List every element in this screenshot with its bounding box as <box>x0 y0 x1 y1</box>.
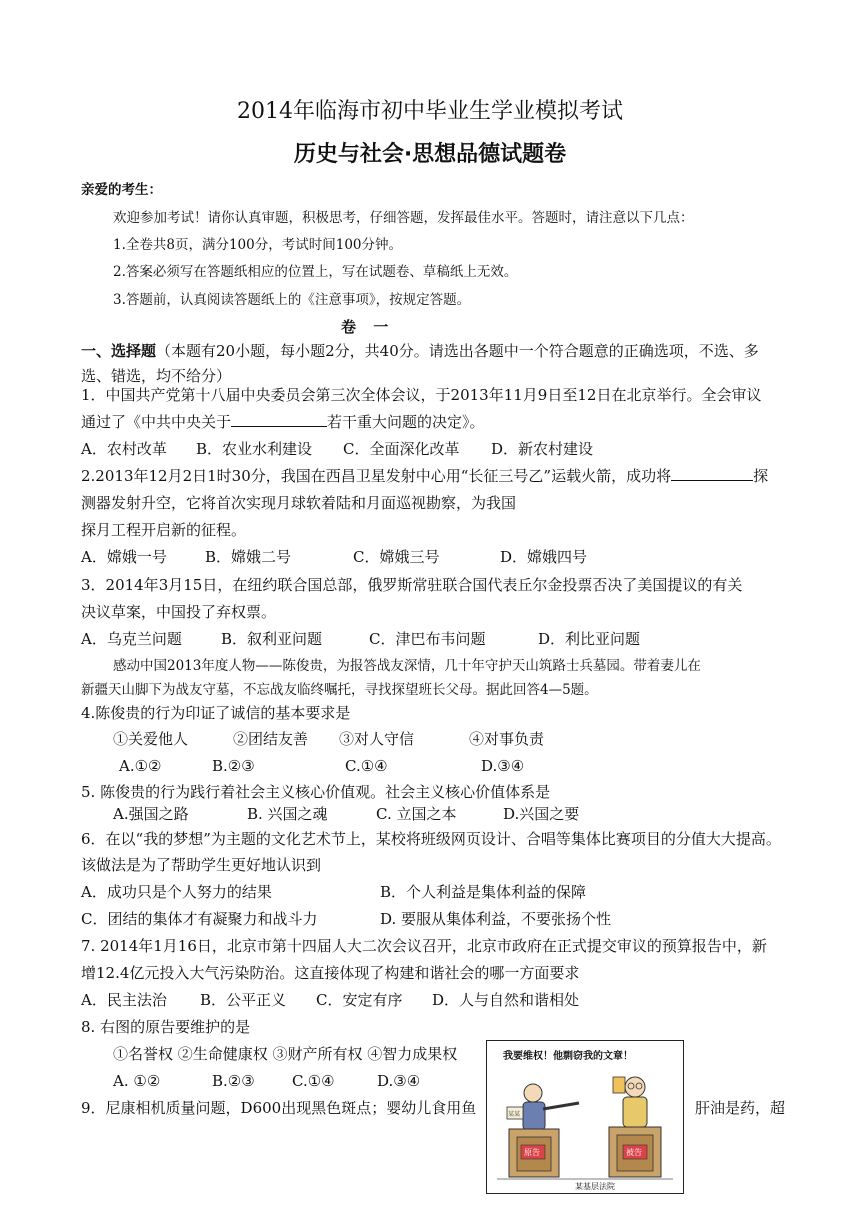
q8-stem: 8. 右图的原告要维护的是 <box>81 1018 251 1036</box>
q6-line2: 该做法是为了帮助学生更好地认识到 <box>81 856 322 874</box>
section-desc-line1 <box>81 341 759 361</box>
court-cartoon <box>486 1040 684 1194</box>
answer-blank <box>231 412 327 427</box>
plaintiff-head <box>524 1084 542 1102</box>
q4-item-3: ③对人守信 <box>339 730 415 748</box>
q2-line2: 测器发射升空，它将首次实现月球软着陆和月面巡视勘察，为我国 <box>81 494 517 512</box>
q2-line1 <box>81 466 768 486</box>
section-heading: 一、选择题 <box>81 342 157 360</box>
q1-option-a: A．农村改革 <box>81 440 167 458</box>
passage-line1: 感动中国2013年度人物——陈俊贵，为报答战友深情，几十年守护天山筑路士兵墓园。带着妻儿在 <box>113 658 701 674</box>
q4-option-d: D.③④ <box>481 757 525 775</box>
volume-label: 卷 一 <box>341 318 395 336</box>
section-desc-line2: 选、错选，均不给分） <box>81 367 232 385</box>
greeting: 亲爱的考生： <box>81 182 162 198</box>
q7-option-d: D．人与自然和谐相处 <box>432 991 580 1009</box>
q1-line2-pre: 通过了《中共中央关于 <box>81 413 232 431</box>
q8-items: ①名誉权 ②生命健康权 ③财产所有权 ④智力成果权 <box>113 1045 458 1063</box>
answer-blank <box>671 466 753 481</box>
q2-line1-post: 探 <box>753 467 769 485</box>
q8-option-a: A. ①② <box>113 1072 161 1090</box>
q4-stem: 4.陈俊贵的行为印证了诚信的基本要求是 <box>81 704 351 722</box>
q4-option-b: B.②③ <box>212 757 255 775</box>
q6-option-c: C．团结的集体才有凝聚力和战斗力 <box>81 910 318 928</box>
defendant-label: 被告 <box>626 1148 642 1157</box>
defendant-paper <box>613 1077 625 1093</box>
q5-option-a: A.强国之路 <box>113 805 189 823</box>
q3-option-a: A．乌克兰问题 <box>81 630 182 648</box>
exam-title: 2014年临海市初中毕业生学业模拟考试 <box>237 99 623 124</box>
q5-stem: 5. 陈俊贵的行为践行着社会主义核心价值观。社会主义核心价值体系是 <box>81 783 551 801</box>
q8-option-d: D.③④ <box>377 1072 421 1090</box>
plaintiff-body <box>523 1102 545 1130</box>
q2-option-c: C．嫦娥三号 <box>353 548 440 566</box>
plaintiff-label: 原告 <box>524 1148 540 1157</box>
q4-item-2: ②团结友善 <box>233 730 309 748</box>
plaintiff-sign-text: 某某 <box>508 1111 521 1118</box>
court-cartoon-drawing <box>487 1041 683 1193</box>
section-desc: （本题有20小题，每小题2分，共40分。请选出各题中一个符合题意的正确选项，不选、多 <box>156 342 759 360</box>
q2-line1-pre: 2.2013年12月2日1时30分，我国在西昌卫星发射中心用“长征三号乙”运载火箭，成功将 <box>81 467 672 485</box>
q3-option-b: B．叙利亚问题 <box>221 630 323 648</box>
pointing-arm <box>543 1103 579 1109</box>
q7-option-b: B．公平正义 <box>200 991 287 1009</box>
exam-subtitle: 历史与社会·思想品德试题卷 <box>293 142 567 167</box>
note-3: 3.答题前，认真阅读答题纸上的《注意事项》，按规定答题。 <box>113 292 471 308</box>
q7-line1: 7. 2014年1月16日，北京市第十四届人大二次会议召开，北京市政府在正式提交审议的预算报告中，新 <box>81 937 767 955</box>
court-name: 某基层法院 <box>575 1182 615 1191</box>
q1-line2 <box>81 412 485 432</box>
q1-option-b: B．农业水利建设 <box>196 440 313 458</box>
q9-line1-post: 肝油是药，超 <box>695 1099 786 1117</box>
q7-line2: 增12.4亿元投入大气污染防治。这直接体现了构建和谐社会的哪一方面要求 <box>81 964 580 982</box>
q1-option-d: D．新农村建设 <box>491 440 594 458</box>
note-2: 2.答案必须写在答题纸相应的位置上，写在试题卷、草稿纸上无效。 <box>113 264 518 280</box>
note-1: 1.全卷共8页，满分100分，考试时间100分钟。 <box>113 237 403 253</box>
q4-item-4: ④对事负责 <box>469 730 545 748</box>
q3-line2: 决议草案，中国投了弃权票。 <box>81 603 277 621</box>
q6-option-d: D. 要服从集体利益，不要张扬个性 <box>380 910 612 928</box>
q4-option-c: C.①④ <box>345 757 388 775</box>
q5-option-b: B. 兴国之魂 <box>247 805 328 823</box>
q6-line1: 6．在以“我的梦想”为主题的文化艺术节上，某校将班级网页设计、合唱等集体比赛项目的分值大大提高。 <box>81 830 781 848</box>
q6-option-b: B．个人利益是集体利益的保障 <box>380 883 587 901</box>
q7-option-c: C．安定有序 <box>316 991 403 1009</box>
q3-line1: 3．2014年3月15日，在纽约联合国总部，俄罗斯常驻联合国代表丘尔金投票否决了美国提议的有关 <box>81 576 743 594</box>
q2-option-d: D．嫦娥四号 <box>500 548 588 566</box>
q1-line1: 1．中国共产党第十八届中央委员会第三次全体会议，于2013年11月9日至12日在北京举行。全会审议 <box>81 386 762 404</box>
welcome-text: 欢迎参加考试！请你认真审题，积极思考，仔细答题，发挥最佳水平。答题时，请注意以下几点： <box>113 210 694 226</box>
q4-option-a: A.①② <box>119 757 162 775</box>
passage-line2: 新疆天山脚下为战友守墓，不忘战友临终嘱托，寻找探望班长父母。据此回答4—5题。 <box>81 682 598 698</box>
q5-option-c: C. 立国之本 <box>376 805 457 823</box>
q8-option-c: C.①④ <box>292 1072 335 1090</box>
q1-option-c: C．全面深化改革 <box>343 440 460 458</box>
q2-option-b: B．嫦娥二号 <box>205 548 292 566</box>
cartoon-speech: 我要维权！他剽窃我的文章！ <box>503 1051 633 1062</box>
q1-line2-post: 若干重大问题的决定》。 <box>327 413 485 431</box>
q2-option-a: A．嫦娥一号 <box>81 548 167 566</box>
q9-line1-pre: 9．尼康相机质量问题，D600出现黑色斑点；婴幼儿食用鱼 <box>81 1099 477 1117</box>
q6-option-a: A．成功只是个人努力的结果 <box>81 883 272 901</box>
q3-option-c: C．津巴布韦问题 <box>369 630 486 648</box>
q5-option-d: D.兴国之要 <box>503 805 580 823</box>
q8-option-b: B.②③ <box>212 1072 255 1090</box>
q7-option-a: A．民主法治 <box>81 991 167 1009</box>
defendant-body <box>623 1097 647 1127</box>
q3-option-d: D．利比亚问题 <box>538 630 641 648</box>
q4-item-1: ①关爱他人 <box>113 730 189 748</box>
q2-line3: 探月工程开启新的征程。 <box>81 521 247 539</box>
